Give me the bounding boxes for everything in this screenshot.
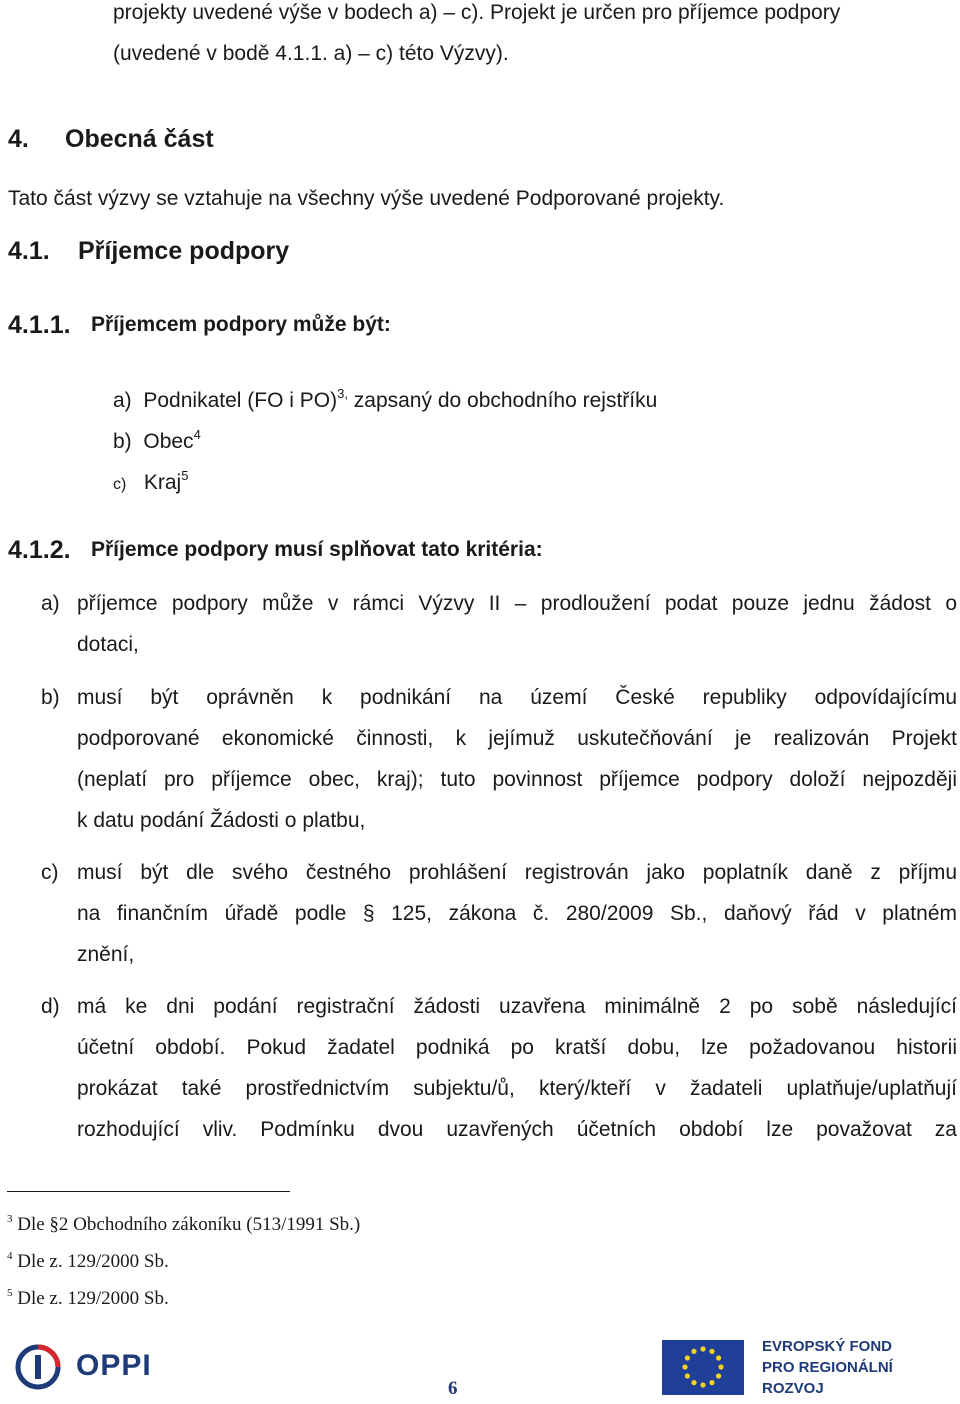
criterion-line: musí být dle svého čestného prohlášení registrován jako poplatník daně z příjmu (77, 861, 957, 884)
eu-flag-icon (662, 1340, 744, 1395)
page-number: 6 (448, 1378, 458, 1399)
oppi-logo-text: OPPI (76, 1349, 152, 1382)
footnote-text: Dle §2 Obchodního zákoníku (513/1991 Sb.) (17, 1214, 361, 1235)
section-4-1-1-number: 4.1.1. (8, 311, 71, 339)
item-text: Obec (143, 430, 194, 453)
footnote-3 (7, 1214, 360, 1236)
criterion-d-label: d) (41, 995, 60, 1018)
eligible-item-b (113, 421, 201, 462)
criterion-c-label: c) (41, 861, 59, 884)
footnote-text: Dle z. 129/2000 Sb. (17, 1251, 169, 1272)
criterion-line: znění, (77, 943, 135, 966)
intro-line-1: projekty uvedené výše v bodech a) – c). Projekt je určen pro příjemce podpory (113, 1, 841, 24)
intro-line-2: (uvedené v bodě 4.1.1. a) – c) této Výzvy). (113, 42, 509, 65)
criterion-line: rozhodující vliv. Podmínku dvou uzavřených účetních období lze považovat za (77, 1118, 957, 1141)
criterion-b (77, 677, 957, 841)
item-text: Kraj (143, 471, 182, 494)
item-text: Podnikatel (FO i PO) (143, 389, 338, 412)
footnote-ref: 4 (193, 427, 201, 442)
criterion-line: příjemce podpory může v rámci Výzvy II – prodloužení podat pouze jednu žádost o (77, 592, 957, 615)
footnote-4 (7, 1251, 169, 1273)
criterion-line: podporované ekonomické činnosti, k jejímuž uskutečňování je realizován Projekt (77, 727, 957, 750)
eu-fund-text: EVROPSKÝ FOND PRO REGIONÁLNÍ ROZVOJ (762, 1338, 893, 1397)
footnote-number: 3 (7, 1213, 13, 1225)
section-4-text: Tato část výzvy se vztahuje na všechny výše uvedené Podporované projekty. (8, 187, 725, 210)
criterion-line: účetní období. Pokud žadatel podniká po kratší dobu, lze požadovanou historii (77, 1036, 957, 1059)
criterion-line: má ke dni podání registrační žádosti uzavřena minimálně 2 po sobě následující (77, 995, 957, 1018)
criterion-line: dotaci, (77, 633, 139, 656)
criterion-line: k datu podání Žádosti o platbu, (77, 809, 366, 832)
item-label: b) (113, 430, 132, 453)
footnote-number: 4 (7, 1250, 13, 1262)
criterion-line: na finančním úřadě podle § 125, zákona č. 280/2009 Sb., daňový řád v platném (77, 902, 957, 925)
criterion-line: prokázat také prostřednictvím subjektu/ů, který/kteří v žadateli uplatňuje/uplatňují (77, 1077, 957, 1100)
section-4-1-1-title: Příjemcem podpory může být: (91, 313, 391, 336)
item-text-after: zapsaný do obchodního rejstříku (347, 389, 658, 412)
eligible-item-a (113, 380, 657, 421)
section-4-1-2-title: Příjemce podpory musí splňovat tato kritéria: (91, 538, 543, 561)
section-4-1-2-number: 4.1.2. (8, 536, 71, 564)
footnote-text: Dle z. 129/2000 Sb. (17, 1288, 169, 1309)
criterion-c (77, 852, 957, 975)
section-4-title: Obecná část (65, 125, 214, 153)
criterion-a-label: a) (41, 592, 60, 615)
section-4-number: 4. (8, 125, 29, 153)
criterion-line: (neplatí pro příjemce obec, kraj); tuto povinnost příjemce podpory doloží nejpozději (77, 768, 957, 791)
item-label: a) (113, 389, 132, 412)
criterion-line: musí být oprávněn k podnikání na území České republiky odpovídajícímu (77, 686, 957, 709)
footnote-ref: 3, (337, 386, 348, 401)
criterion-b-label: b) (41, 686, 60, 709)
footnote-ref: 5 (181, 468, 189, 483)
criterion-d (77, 986, 957, 1150)
footnote-separator (7, 1191, 290, 1192)
section-4-1-title: Příjemce podpory (78, 237, 290, 265)
oppi-logo-icon (14, 1343, 62, 1391)
footnote-5 (7, 1288, 169, 1310)
footnote-number: 5 (7, 1287, 13, 1299)
eligible-item-c (113, 462, 188, 505)
section-4-1-number: 4.1. (8, 237, 50, 265)
item-label: c) (113, 476, 127, 493)
criterion-a (77, 583, 957, 665)
